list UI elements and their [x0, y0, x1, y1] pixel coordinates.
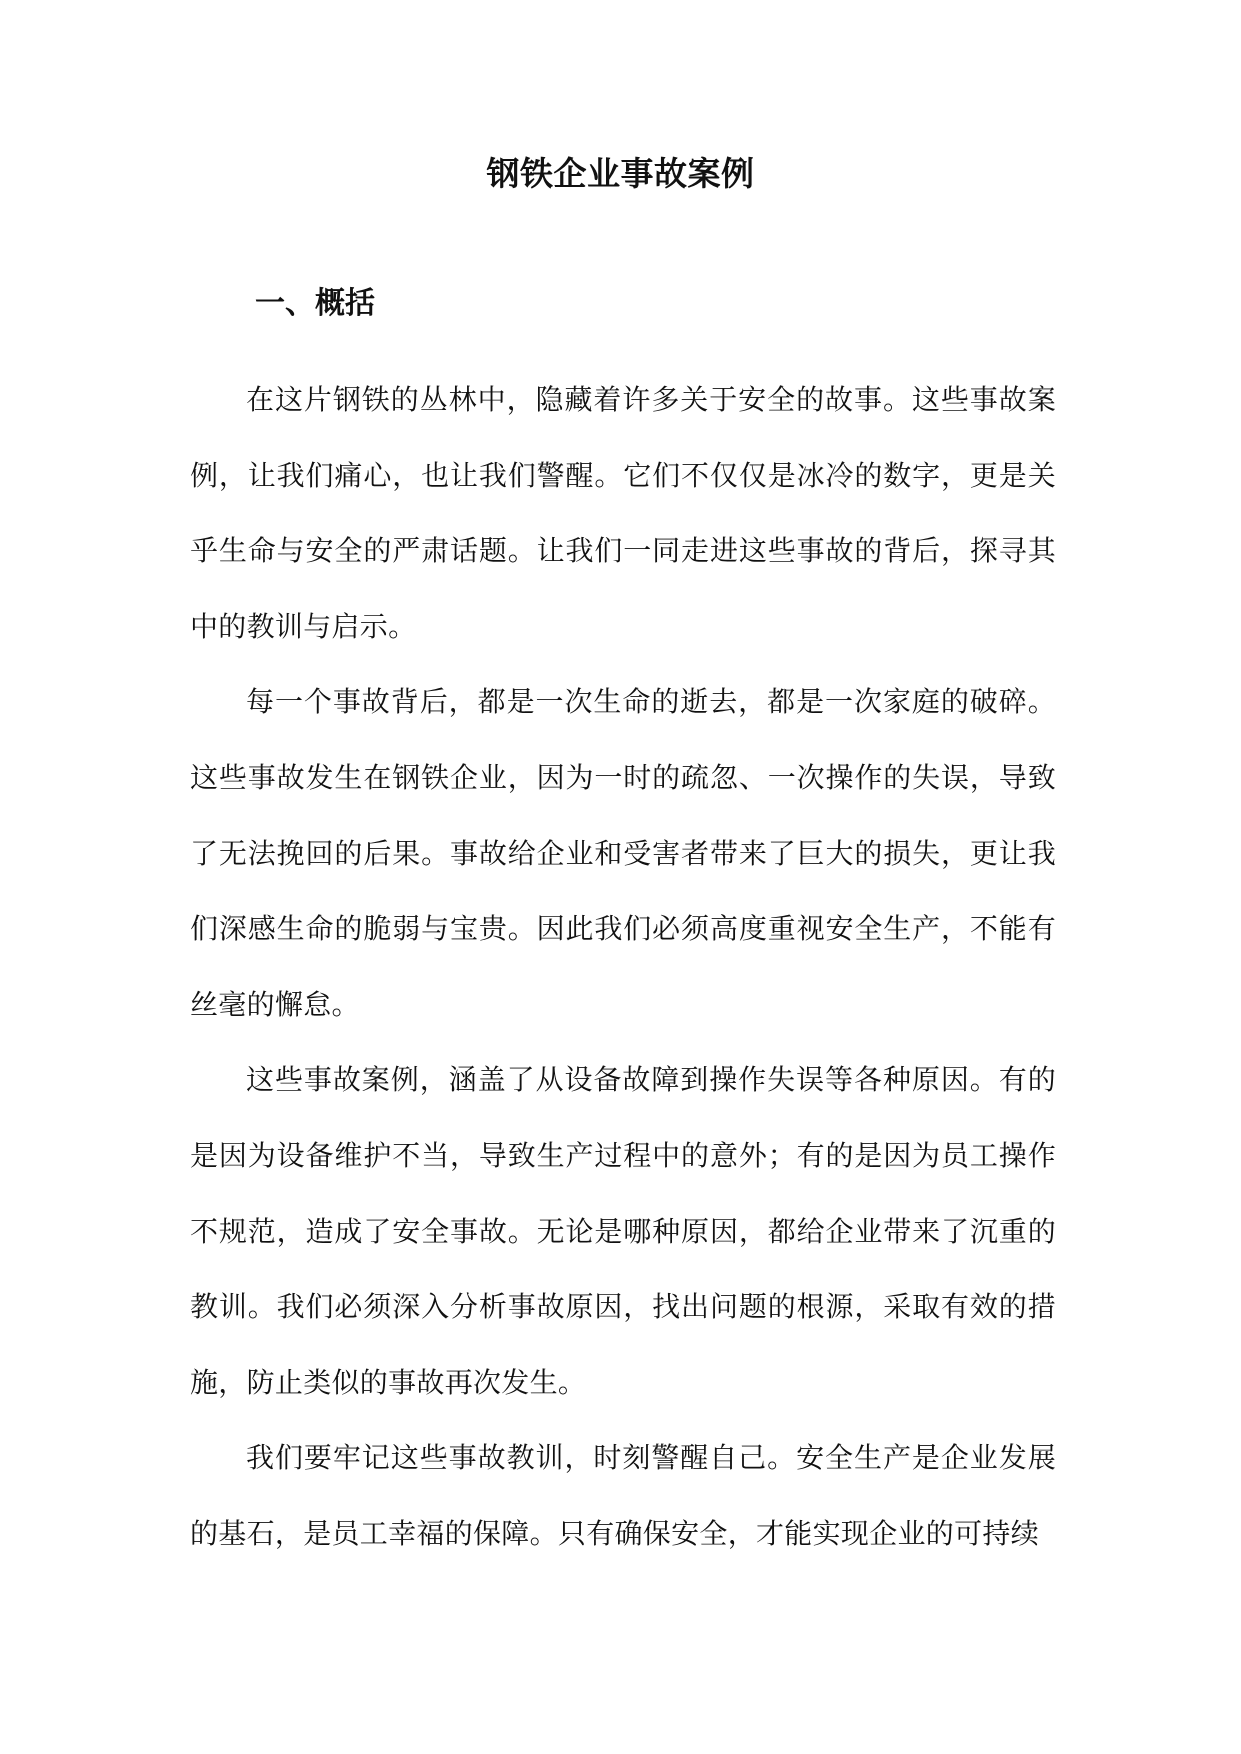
paragraph: 在这片钢铁的丛林中，隐藏着许多关于安全的故事。这些事故案例，让我们痛心，也让我们警醒。它们不仅仅是冰冷的数字，更是关乎生命与安全的严肃话题。让我们一同走进这些事故的背后，探寻其中的教训与启示。 [190, 383, 1056, 643]
paragraph: 我们要牢记这些事故教训，时刻警醒自己。安全生产是企业发展的基石，是员工幸福的保障。只有确保安全，才能实现企业的可持续 [190, 1441, 1056, 1550]
section-heading: 一、概括 [255, 286, 375, 321]
paragraph: 每一个事故背后，都是一次生命的逝去，都是一次家庭的破碎。这些事故发生在钢铁企业，因为一时的疏忽、一次操作的失误，导致了无法挽回的后果。事故给企业和受害者带来了巨大的损失，更让我们深感生命的脆弱与宝贵。因此我们必须高度重视安全生产，不能有丝毫的懈怠。 [190, 685, 1056, 1021]
document-body [190, 362, 1056, 1572]
paragraph: 这些事故案例，涵盖了从设备故障到操作失误等各种原因。有的是因为设备维护不当，导致生产过程中的意外；有的是因为员工操作不规范，造成了安全事故。无论是哪种原因，都给企业带来了沉重的教训。我们必须深入分析事故原因，找出问题的根源，采取有效的措施，防止类似的事故再次发生。 [190, 1063, 1056, 1399]
document-title: 钢铁企业事故案例 [486, 154, 755, 193]
